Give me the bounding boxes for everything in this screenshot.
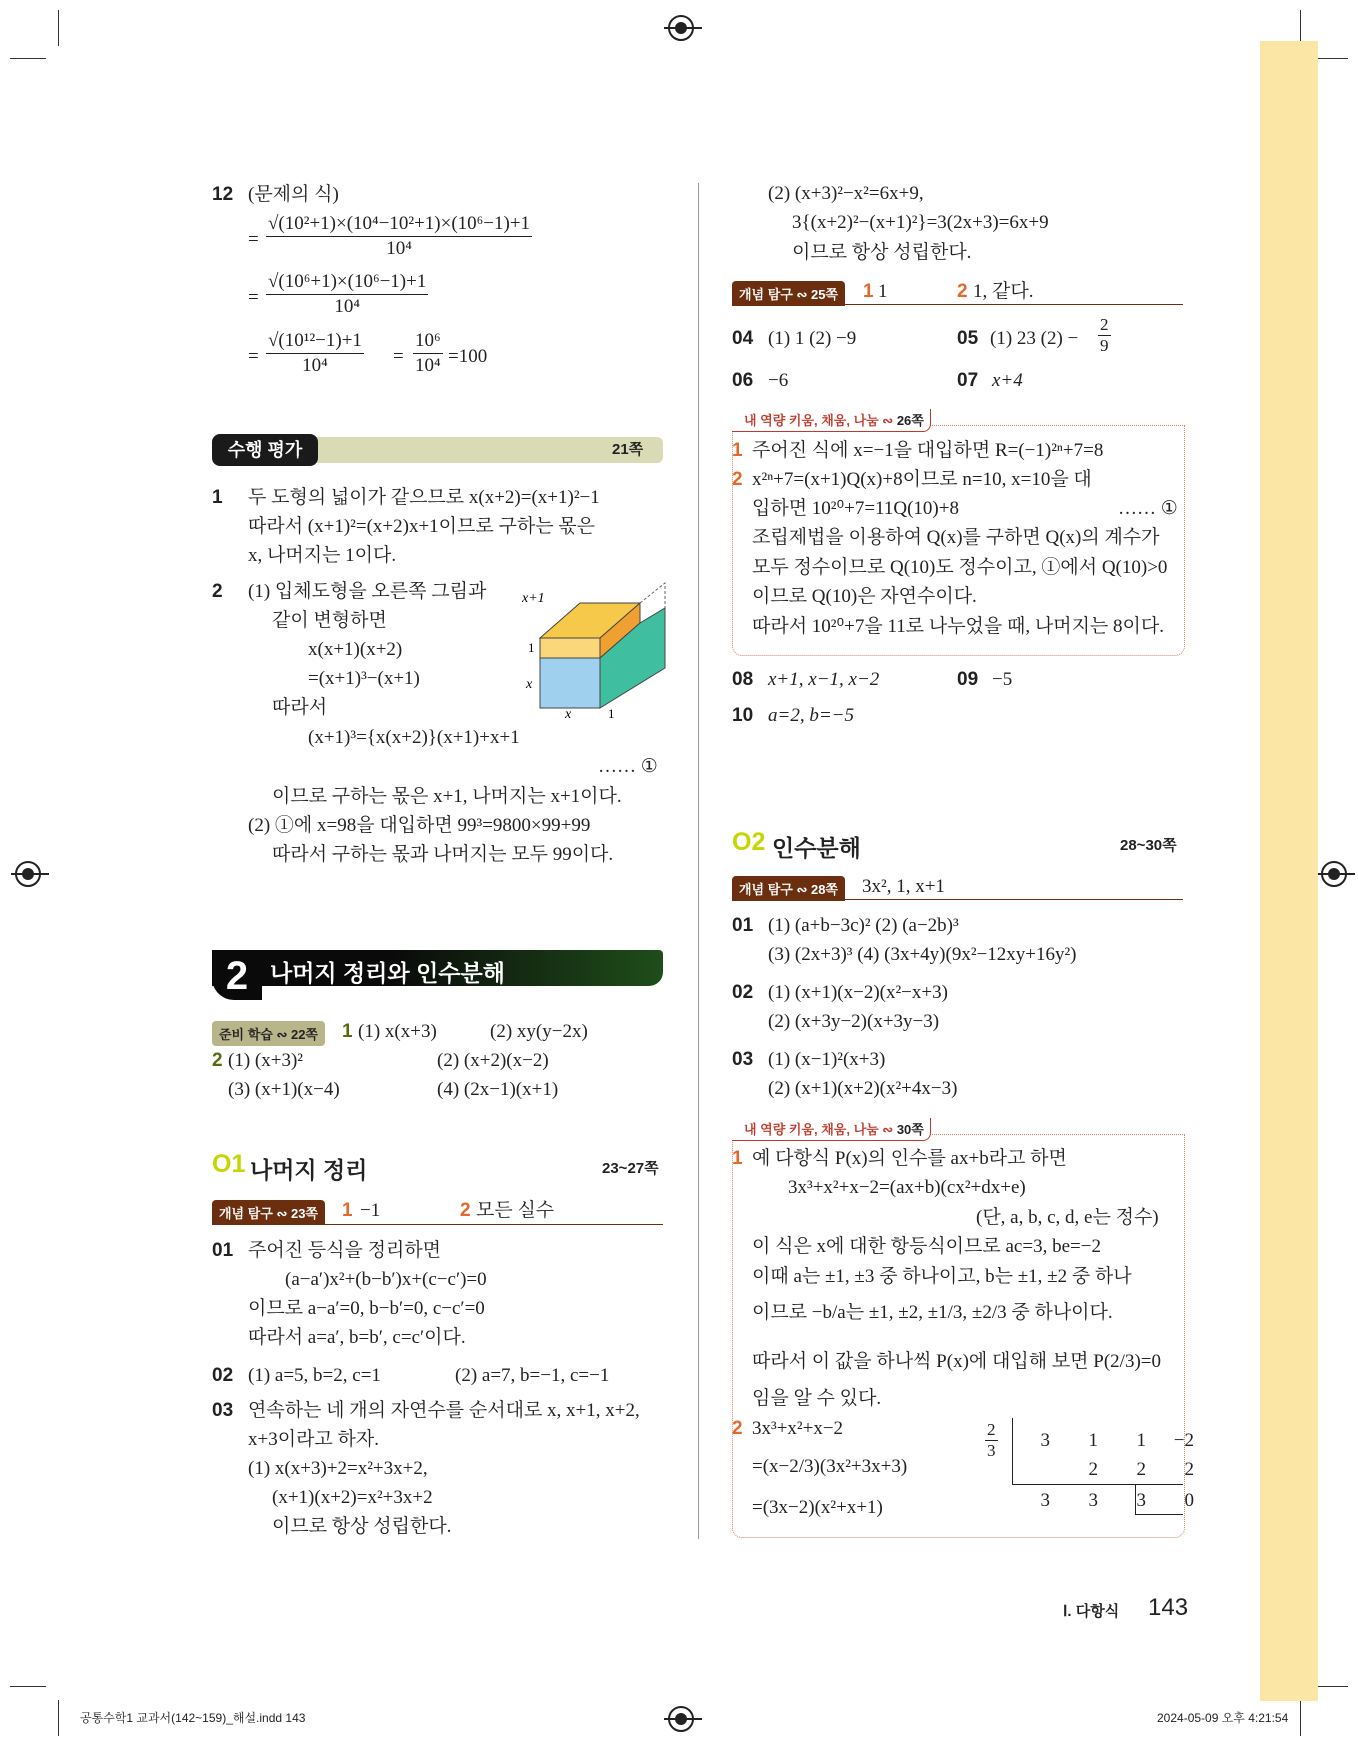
answer: (2) (x+2)(x−2) <box>437 1050 549 1071</box>
answer: (2) a=7, b=−1, c=−1 <box>455 1365 610 1386</box>
division-cell: 3 <box>1040 1430 1050 1451</box>
text-line: 임을 알 수 있다. <box>752 1388 882 1409</box>
division-cell: 1 <box>1088 1430 1098 1451</box>
print-date: 2024-05-09 오후 4:21:54 <box>1157 1711 1289 1725</box>
question-number: 03 <box>212 1400 234 1421</box>
fraction <box>1098 315 1111 356</box>
numerator: √(10⁶+1)×(10⁶−1)+1 <box>266 270 428 295</box>
registration-mark-icon <box>15 861 41 887</box>
file-info: 공통수학1 교과서(142~159)_해설.indd 143 <box>80 1711 306 1725</box>
division-cell: 1 <box>1136 1430 1146 1451</box>
equals: = <box>248 229 259 250</box>
division-bar <box>1012 1418 1013 1484</box>
answer: (1) 1 (2) −9 <box>768 328 857 349</box>
tag-label: 내 역량 키움, 채움, 나눔 ∾ <box>744 413 894 428</box>
text-line: 주어진 등식을 정리하면 <box>248 1240 442 1261</box>
text-line: x²ⁿ+7=(x+1)Q(x)+8이므로 n=10, x=10을 대 <box>752 469 1092 490</box>
fraction <box>266 212 532 261</box>
question-number: 05 <box>957 328 979 349</box>
text-line: 이므로 Q(10)은 자연수이다. <box>752 586 977 607</box>
answer: 1 <box>878 281 888 302</box>
division-cell: −2 <box>1173 1430 1194 1451</box>
root-fraction <box>985 1420 998 1461</box>
page-edge-strip <box>1260 41 1318 1701</box>
answer: (2) xy(y−2x) <box>490 1021 588 1042</box>
answer: −5 <box>992 669 1013 690</box>
answer: (1) 23 (2) − <box>990 328 1079 349</box>
text-line: =(x+1)³−(x+1) <box>308 668 420 689</box>
text-line: 3{(x+2)²−(x+1)²}=3(2x+3)=6x+9 <box>792 212 1049 233</box>
text-line: 같이 변형하면 <box>272 610 387 631</box>
question-number: 07 <box>957 370 979 391</box>
answer: (4) (2x−1)(x+1) <box>437 1079 559 1100</box>
item-number: 2 <box>460 1200 471 1221</box>
numerator: √(10¹²−1)+1 <box>266 329 364 354</box>
tag-page: 30쪽 <box>896 1122 924 1137</box>
crop-mark <box>10 58 46 59</box>
division-cell: 3 <box>1040 1490 1050 1511</box>
question-number: 04 <box>732 328 754 349</box>
question-number: 02 <box>212 1365 234 1386</box>
tag-page: 26쪽 <box>896 413 924 428</box>
item-number: 2 <box>212 1050 223 1071</box>
fraction <box>266 329 364 378</box>
division-line <box>1012 1484 1183 1485</box>
question-number: 09 <box>957 669 979 690</box>
question-number: 10 <box>732 705 754 726</box>
text-line: =(x−2/3)(3x²+3x+3) <box>752 1456 908 1477</box>
underline <box>212 1224 663 1225</box>
text-line: (1) x(x+3)+2=x²+3x+2, <box>248 1458 428 1479</box>
registration-mark-icon <box>668 15 694 41</box>
item-number: 1 <box>732 440 743 461</box>
answer: (1) a=5, b=2, c=1 <box>248 1365 381 1386</box>
equals: = <box>248 346 259 367</box>
division-cell: 2 <box>1184 1459 1194 1480</box>
answer: (1) (a+b−3c)² (2) (a−2b)³ <box>768 915 959 936</box>
answer: −1 <box>360 1200 381 1221</box>
registration-mark-icon <box>1321 861 1347 887</box>
answer: x+1, x−1, x−2 <box>768 669 880 690</box>
equals: = <box>393 346 404 367</box>
answer: a=2, b=−5 <box>768 705 854 726</box>
figure-label: 1 <box>528 640 535 655</box>
fraction <box>413 329 443 378</box>
column-divider <box>698 183 699 1539</box>
cube-figure <box>520 578 670 718</box>
chapter-number: 2 <box>212 950 262 1000</box>
numerator: √(10²+1)×(10⁴−10²+1)×(10⁶−1)+1 <box>266 212 532 237</box>
text-line: 예 다항식 P(x)의 인수를 ax+b라고 하면 <box>752 1148 1067 1169</box>
text-line: (2) (x+3)²−x²=6x+9, <box>768 183 924 204</box>
text-line: 3x³+x²+x−2=(ax+b)(cx²+dx+e) <box>788 1177 1026 1198</box>
capability-tag <box>732 1118 931 1141</box>
text-line: …… ① <box>1118 498 1178 519</box>
fraction <box>266 270 428 319</box>
chapter-footer: Ⅰ. 다항식 <box>1063 1603 1120 1620</box>
item-number: 2 <box>957 281 968 302</box>
text-line: (x+1)(x+2)=x²+3x+2 <box>272 1487 433 1508</box>
text-line: (단, a, b, c, d, e는 정수) <box>976 1207 1159 1228</box>
division-cell: 3 <box>1088 1490 1098 1511</box>
denominator: 10⁴ <box>386 238 412 259</box>
underline <box>732 304 1183 305</box>
underline <box>732 899 1183 900</box>
crop-mark <box>10 1686 46 1687</box>
section-number: O2 <box>732 828 766 856</box>
text-line: 따라서 10²⁰+7을 11로 나누었을 때, 나머지는 8이다. <box>752 616 1164 637</box>
capability-tag <box>732 409 931 432</box>
item-number: 2 <box>732 1418 743 1439</box>
text-line: 따라서 구하는 몫과 나머지는 모두 99이다. <box>272 844 614 865</box>
text-line: 조립제법을 이용하여 Q(x)를 구하면 Q(x)의 계수가 <box>752 527 1160 548</box>
answer: 3x², 1, x+1 <box>862 876 945 897</box>
text-line: 따라서 이 값을 하나씩 P(x)에 대입해 보면 P(2/3)=0 <box>752 1351 1161 1372</box>
result: =100 <box>448 346 488 367</box>
text-line: 이때 a는 ±1, ±3 중 하나이고, b는 ±1, ±2 중 하나 <box>752 1266 1132 1287</box>
answer: −6 <box>768 370 789 391</box>
text-line: (a−a′)x²+(b−b′)x+(c−c′)=0 <box>285 1269 487 1290</box>
text-line: 연속하는 네 개의 자연수를 순서대로 x, x+1, x+2, <box>248 1400 640 1421</box>
question-number: 01 <box>212 1240 234 1261</box>
item-number: 1 <box>342 1200 353 1221</box>
item-number: 2 <box>732 469 743 490</box>
text-line: 주어진 식에 x=−1을 대입하면 R=(−1)²ⁿ+7=8 <box>752 440 1104 461</box>
answer: (1) (x−1)²(x+3) <box>768 1049 886 1070</box>
answer: (1) (x+1)(x−2)(x²−x+3) <box>768 982 948 1003</box>
numerator: 2 <box>987 1420 996 1439</box>
question-number: 08 <box>732 669 754 690</box>
numerator: 2 <box>1100 315 1109 334</box>
text-line: 이므로 −b/a는 ±1, ±2, ±1/3, ±2/3 중 하나이다. <box>752 1302 1113 1323</box>
crop-mark <box>1300 1700 1301 1736</box>
text-line: =(3x−2)(x²+x+1) <box>752 1497 883 1518</box>
text-line: 이므로 구하는 몫은 x+1, 나머지는 x+1이다. <box>272 786 622 807</box>
text-line: 이므로 항상 성립한다. <box>792 242 972 263</box>
registration-mark-icon <box>668 1706 694 1732</box>
text-line: 따라서 <box>272 697 328 718</box>
text-line: …… ① <box>598 756 658 777</box>
text-line: 두 도형의 넓이가 같으므로 x(x+2)=(x+1)²−1 <box>248 487 600 508</box>
text-line: 이므로 항상 성립한다. <box>272 1516 452 1537</box>
text-line: 입하면 10²⁰+7=11Q(10)+8 <box>752 498 959 519</box>
text-line: x+3이라고 하자. <box>248 1429 379 1450</box>
answer: 1, 같다. <box>973 281 1034 302</box>
figure-label: 1 <box>608 706 615 718</box>
question-number: 03 <box>732 1049 754 1070</box>
denominator: 3 <box>987 1441 996 1460</box>
remainder-box <box>1135 1514 1183 1515</box>
figure-label: x <box>565 707 572 718</box>
figure-label: x+1 <box>522 591 545 606</box>
numerator: 10⁶ <box>413 329 443 354</box>
tag-label: 내 역량 키움, 채움, 나눔 ∾ <box>744 1122 894 1137</box>
concept-badge: 개념 탐구 ∾ 23쪽 <box>212 1200 325 1225</box>
denominator: 10⁴ <box>334 296 360 317</box>
division-cell: 0 <box>1184 1490 1194 1511</box>
item-number: 1 <box>212 487 223 508</box>
text-line: (x+1)³={x(x+2)}(x+1)+x+1 <box>308 727 520 748</box>
answer: (2) (x+1)(x+2)(x²+4x−3) <box>768 1078 958 1099</box>
item-number: 2 <box>212 581 223 602</box>
question-label: (문제의 식) <box>248 184 339 205</box>
item-number: 1 <box>342 1021 353 1042</box>
crop-mark <box>58 10 59 46</box>
chapter-title: 나머지 정리와 인수분해 <box>270 960 505 986</box>
text-line: 이 식은 x에 대한 항등식이므로 ac=3, be=−2 <box>752 1236 1101 1257</box>
answer: (3) (x+1)(x−4) <box>228 1079 340 1100</box>
text-line: 따라서 (x+1)²=(x+2)x+1이므로 구하는 몫은 <box>248 516 596 537</box>
answer: (2) (x+3y−2)(x+3y−3) <box>768 1011 940 1032</box>
text-line: (1) 입체도형을 오른쪽 그림과 <box>248 581 487 602</box>
question-number: 06 <box>732 370 754 391</box>
answer: (3) (2x+3)³ (4) (3x+4y)(9x²−12xy+16y²) <box>768 944 1077 965</box>
question-number: 01 <box>732 915 754 936</box>
section-pages: 28~30쪽 <box>1120 837 1177 854</box>
section-title: 나머지 정리 <box>250 1157 368 1183</box>
text-line: 이므로 a−a′=0, b−b′=0, c−c′=0 <box>248 1298 485 1319</box>
section-title: 인수분해 <box>772 835 861 861</box>
answer: (1) (x+3)² <box>228 1050 303 1071</box>
text-line: x, 나머지는 1이다. <box>248 545 397 566</box>
text-line: (2) ①에 x=98을 대입하면 99³=9800×99+99 <box>248 815 591 836</box>
item-number: 1 <box>732 1148 743 1169</box>
denominator: 10⁴ <box>302 355 328 376</box>
page-number: 143 <box>1148 1594 1189 1621</box>
crop-mark <box>58 1700 59 1736</box>
question-number: 12 <box>212 184 234 205</box>
denominator: 9 <box>1100 336 1109 355</box>
assessment-page: 21쪽 <box>612 441 644 458</box>
answer: (1) x(x+3) <box>358 1021 437 1042</box>
division-cell: 2 <box>1136 1459 1146 1480</box>
section-pages: 23~27쪽 <box>602 1160 659 1177</box>
prep-badge: 준비 학습 ∾ 22쪽 <box>212 1021 325 1046</box>
division-cell: 3 <box>1136 1490 1146 1511</box>
text-line: 모두 정수이므로 Q(10)도 정수이고, ①에서 Q(10)>0 <box>752 557 1168 578</box>
concept-badge: 개념 탐구 ∾ 25쪽 <box>732 281 845 306</box>
text-line: 따라서 a=a′, b=b′, c=c′이다. <box>248 1327 466 1348</box>
text-line: 3x³+x²+x−2 <box>752 1418 844 1439</box>
assessment-title: 수행 평가 <box>212 434 318 466</box>
answer: 모든 실수 <box>476 1200 555 1221</box>
concept-badge: 개념 탐구 ∾ 28쪽 <box>732 876 845 901</box>
division-cell: 2 <box>1088 1459 1098 1480</box>
item-number: 1 <box>863 281 874 302</box>
question-number: 02 <box>732 982 754 1003</box>
text-line: x(x+1)(x+2) <box>308 639 403 660</box>
equals: = <box>248 287 259 308</box>
denominator: 10⁴ <box>415 355 441 376</box>
figure-label: x <box>526 677 533 692</box>
section-number: O1 <box>212 1150 246 1178</box>
answer: x+4 <box>992 370 1023 391</box>
